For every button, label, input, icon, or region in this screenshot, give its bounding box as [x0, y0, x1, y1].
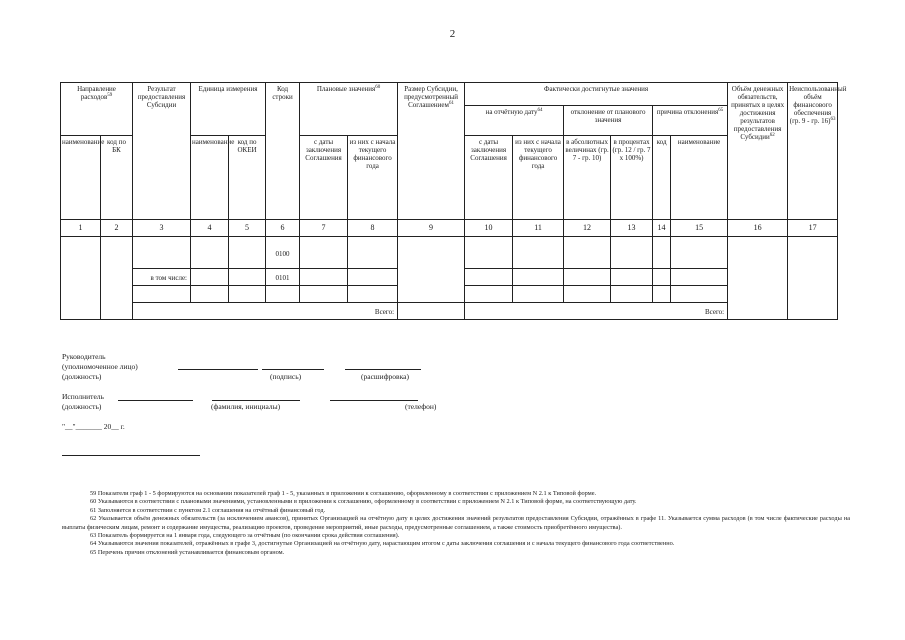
header-obligations: Объём денежных обязательств, принятых в целях достижения результатов предоставления Субсидии$^{62}$ — [728, 83, 788, 220]
cell-row-code: 0101 — [266, 269, 300, 286]
cell-fact-from-date[interactable] — [465, 269, 513, 286]
cell-reason-code[interactable] — [653, 286, 671, 303]
head-decoding-line[interactable] — [345, 369, 421, 370]
cell-obligations[interactable] — [728, 237, 788, 320]
column-number: 13 — [611, 220, 653, 237]
caption-phone: (телефон) — [405, 402, 437, 411]
cell-bk-code[interactable] — [101, 237, 133, 320]
column-number: 10 — [465, 220, 513, 237]
column-number: 3 — [133, 220, 191, 237]
column-number: 17 — [788, 220, 838, 237]
cell-unit-name[interactable] — [191, 237, 229, 269]
page-number: 2 — [449, 28, 456, 40]
column-number: 7 — [300, 220, 348, 237]
cell-plan-from-date[interactable] — [300, 286, 348, 303]
head-signature-line[interactable] — [262, 369, 324, 370]
footnote-64: 64 Указываются значения показателей, отражённых в графе 3, достигнутые Организацией на отчётную дату, нарастающим итогом с даты заключения соглашения и с начала текущего финансового года соответственно. — [90, 540, 675, 548]
header-row-code: Код строки — [266, 83, 300, 220]
header-direction: Направление расходов$^{59}$ — [61, 83, 133, 136]
cell-reason-name[interactable] — [671, 237, 728, 269]
header-abs-value: в абсолютных величинах (гр. 7 - гр. 10) — [564, 136, 611, 220]
executor-label: Исполнитель — [62, 392, 104, 401]
cell-including-label: в том числе: — [133, 269, 191, 286]
cell-abs-value[interactable] — [564, 269, 611, 286]
head-position-line[interactable] — [178, 369, 258, 370]
column-number: 14 — [653, 220, 671, 237]
header-subsidy-size: Размер Субсидии, предусмотренный Соглашением$^{61}$ — [398, 83, 465, 220]
cell-fact-from-year[interactable] — [513, 269, 564, 286]
column-number: 15 — [671, 220, 728, 237]
caption-signature: (подпись) — [270, 372, 302, 381]
cell-subsidy-size[interactable] — [398, 237, 465, 303]
footnote-62: 62 Указывается объём денежных обязательств (за исключением авансов), принятых Организацией на отчётную дату в целях достижения значений результатов предоставления Субсидии, отражённых в графе 11. Указывается сумма расходов (в том числе фактические расходы на выплаты физическим лицам, ремонт и содержание имущества, реализацию проектов, проведение мероприятий, иные расходы, предусмотренные соглашением, а также стоимость приобретённого имущества). — [62, 515, 850, 531]
cell-unused[interactable] — [788, 237, 838, 320]
footnote-60: 60 Указываются в соответствии с плановыми значениями, установленными в приложении к соглашению, оформленному в соответствии с приложением N 2.1 к Типовой форме, на соответствующую дату. — [90, 498, 637, 506]
cell-fact-from-date[interactable] — [465, 237, 513, 269]
footnote-59: 59 Показатели граф 1 - 5 формируются на основании показателей граф 1 - 5, указанных в приложении к соглашению, оформленному в соответствии с приложением N 2.1 к Типовой форме. — [90, 490, 597, 497]
header-unit-name: наименование — [191, 136, 229, 220]
column-number: 1 — [61, 220, 101, 237]
executor-title — [62, 392, 104, 412]
cell-percent[interactable] — [611, 269, 653, 286]
cell-result[interactable] — [133, 237, 191, 269]
executor-name-line[interactable] — [212, 400, 300, 401]
column-number: 9 — [398, 220, 465, 237]
cell-row-code: 0100 — [266, 237, 300, 269]
cell-unit-name[interactable] — [191, 286, 229, 303]
footnotes — [62, 490, 850, 557]
footnote-61: 61 Заполняется в соответствии с пунктом 2.1 соглашения на отчётный финансовый год. — [90, 506, 326, 514]
header-plan-values: Плановые значения$^{60}$ — [300, 83, 398, 136]
cell-total-subsidy[interactable] — [398, 303, 465, 320]
cell-fact-from-date[interactable] — [465, 286, 513, 303]
cell-plan-from-date[interactable] — [300, 237, 348, 269]
cell-result[interactable] — [133, 286, 191, 303]
header-reason-name: наименование — [671, 136, 728, 220]
executor-position-label: (должность) — [62, 402, 102, 411]
header-deviation-reason: причина отклонения$^{65}$ — [653, 106, 728, 136]
header-okei-code: код по ОКЕИ — [229, 136, 266, 220]
header-unit: Единица измерения — [191, 83, 266, 136]
cell-percent[interactable] — [611, 237, 653, 269]
report-table — [60, 82, 847, 320]
caption-decoding: (расшифровка) — [361, 372, 409, 381]
column-number: 5 — [229, 220, 266, 237]
header-plan-from-date: с даты заключения Соглашения — [300, 136, 348, 220]
cell-plan-from-year[interactable] — [348, 237, 398, 269]
cell-plan-from-year[interactable] — [348, 286, 398, 303]
total-label-left: Всего: — [133, 303, 398, 320]
column-number: 11 — [513, 220, 564, 237]
cell-fact-from-year[interactable] — [513, 237, 564, 269]
footnote-divider — [62, 455, 200, 456]
header-unused: Неиспользованный объём финансового обеспечения (гр. 9 - гр. 16)$^{63}$ — [788, 83, 838, 220]
column-number: 4 — [191, 220, 229, 237]
caption-name: (фамилия, инициалы) — [211, 402, 281, 411]
column-numbers-row — [61, 220, 838, 237]
cell-reason-name[interactable] — [671, 286, 728, 303]
header-result: Результат предоставления Субсидии — [133, 83, 191, 220]
cell-plan-from-year[interactable] — [348, 269, 398, 286]
cell-abs-value[interactable] — [564, 237, 611, 269]
header-fact-from-year: из них с начала текущего финансового года — [513, 136, 564, 220]
column-number: 12 — [564, 220, 611, 237]
cell-okei[interactable] — [229, 269, 266, 286]
footnote-63: 63 Показатель формируется на 1 января года, следующего за отчётным (по окончании срока действия соглашения). — [90, 532, 400, 540]
header-reason-code: код — [653, 136, 671, 220]
total-row — [61, 303, 838, 320]
cell-reason-name[interactable] — [671, 269, 728, 286]
cell-row-code[interactable] — [266, 286, 300, 303]
header-percent: в процентах (гр. 12 / гр. 7 x 100%) — [611, 136, 653, 220]
date-line[interactable]: "__"_______ 20__ г. — [62, 422, 125, 431]
header-fact-from-date: с даты заключения Соглашения — [465, 136, 513, 220]
column-number: 8 — [348, 220, 398, 237]
executor-phone-line[interactable] — [330, 400, 418, 401]
head-position-label: (должность) — [62, 372, 102, 381]
cell-okei[interactable] — [229, 237, 266, 269]
cell-abs-value[interactable] — [564, 286, 611, 303]
cell-unit-name[interactable] — [191, 269, 229, 286]
header-bk-code: код по БК — [101, 136, 133, 220]
column-number: 2 — [101, 220, 133, 237]
cell-direction-name[interactable] — [61, 237, 101, 320]
cell-okei[interactable] — [229, 286, 266, 303]
cell-fact-from-year[interactable] — [513, 286, 564, 303]
head-authorized-label: (уполномоченное лицо) — [62, 362, 138, 371]
header-deviation: отклонение от планового значения — [564, 106, 653, 136]
header-plan-from-year: из них с начала текущего финансового года — [348, 136, 398, 220]
executor-position-line[interactable] — [118, 400, 193, 401]
header-name: наименование — [61, 136, 101, 220]
head-label: Руководитель — [62, 352, 106, 361]
header-on-report-date: на отчётную дату$^{64}$ — [465, 106, 564, 136]
table-row — [61, 237, 838, 269]
cell-reason-code[interactable] — [653, 237, 671, 269]
footnote-65: 65 Перечень причин отклонений устанавливается финансовым органом. — [90, 548, 285, 556]
header-actual-values: Фактически достигнутые значения — [465, 83, 728, 106]
column-number: 16 — [728, 220, 788, 237]
cell-percent[interactable] — [611, 286, 653, 303]
column-number: 6 — [266, 220, 300, 237]
total-label-right: Всего: — [465, 303, 728, 320]
cell-reason-code[interactable] — [653, 269, 671, 286]
head-title — [62, 352, 138, 382]
cell-plan-from-date[interactable] — [300, 269, 348, 286]
